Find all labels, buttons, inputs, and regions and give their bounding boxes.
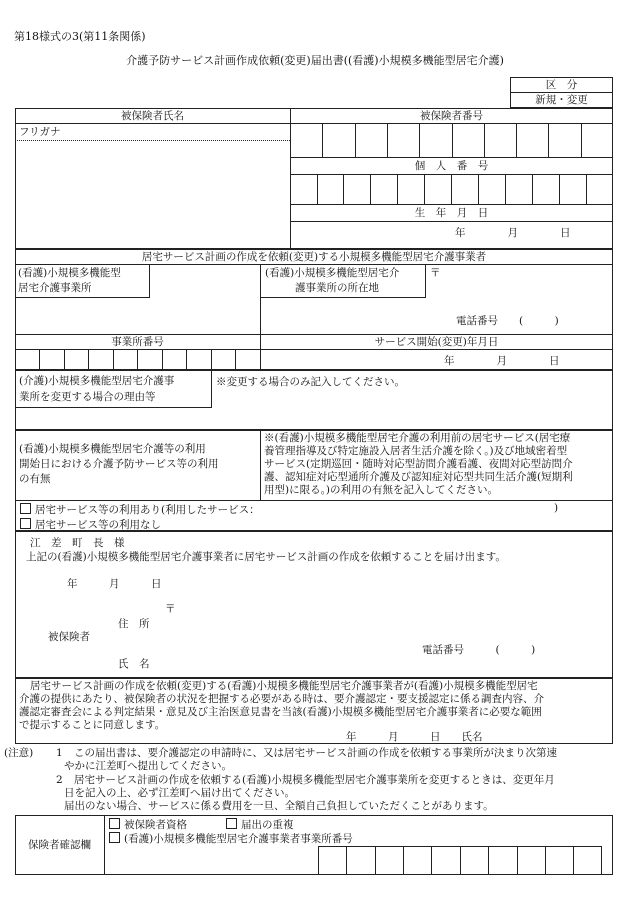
birth-date-field[interactable]: 年 月 日 bbox=[455, 227, 571, 239]
usage-note-line: 養管理指導及び特定施設入居者生活介護を除く。)及び地域密着型 bbox=[264, 445, 568, 457]
note-2-number: 2 bbox=[56, 774, 63, 786]
checkbox-office-number[interactable] bbox=[109, 832, 120, 843]
usage-option-yes-close: ) bbox=[554, 502, 559, 514]
declarant-address-label: 住 所 bbox=[118, 618, 150, 630]
consent-line: 居宅サービス計画の作成を依頼(変更)する(看護)小規模多機能型居宅介護事業者が(看護)小規模多機能型居宅 bbox=[30, 680, 538, 692]
checkbox-duplicate[interactable] bbox=[226, 818, 237, 829]
usage-note-line: サービス(定期巡回・随時対応型訪問介護看護、夜間対応型訪問介 bbox=[264, 458, 573, 470]
usage-label-2: 開始日における介護予防サービス等の利用 bbox=[19, 458, 219, 470]
usage-note-line: 護、認知症対応型通所介護及び認知症対応型共同生活介護(短期利 bbox=[264, 471, 573, 483]
consent-line: で提示することに同意します。 bbox=[19, 719, 166, 731]
usage-label-3: の有無 bbox=[19, 473, 51, 485]
kojin-number-label: 個 人 番 号 bbox=[414, 160, 489, 172]
insured-name-label: 被保険者氏名 bbox=[121, 110, 184, 122]
usage-note-line: 用型)に限る。)の利用の有無を記入してください。 bbox=[264, 484, 498, 496]
office-phone-label[interactable]: 電話番号 ( ) bbox=[456, 315, 559, 327]
note-1-line: やかに江差町へ提出してください。 bbox=[64, 760, 232, 772]
confirm-item-office-number-label: (看護)小規模多機能型居宅介護事業者事業所番号 bbox=[124, 833, 353, 845]
declarant-info-field[interactable] bbox=[165, 616, 415, 672]
office-name-label-1: (看護)小規模多機能型 bbox=[18, 267, 121, 279]
checkbox-eligibility[interactable] bbox=[109, 818, 120, 829]
office-number-label: 事業所番号 bbox=[111, 336, 164, 348]
declaration-date[interactable]: 年 月 日 bbox=[67, 578, 162, 590]
usage-note-line: ※(看護)小規模多機能型居宅介護の利用前の居宅サービス(居宅療 bbox=[264, 432, 571, 444]
consent-line: 介護の提供にあたり、被保険者の状況を把握する必要がある時は、要介護認定・要支援認定に係る調査内容、介 bbox=[19, 693, 544, 705]
change-reason-label-2: 業所を変更する場合の理由等 bbox=[19, 391, 156, 403]
change-reason-field[interactable] bbox=[212, 390, 613, 430]
declarant-postal-mark: 〒 bbox=[165, 603, 176, 615]
usage-option-no[interactable] bbox=[20, 518, 161, 531]
office-address-label-2: 護事業所の所在地 bbox=[295, 282, 379, 294]
form-number: 第18様式の3(第11条関係) bbox=[14, 30, 146, 43]
consent-line: 護認定審査会による判定結果・意見及び主治医意見書を当該(看護)小規模多機能型居宅介護事業者に必要な範囲 bbox=[19, 706, 542, 718]
kubun-label: 区 分 bbox=[545, 79, 578, 91]
service-start-label: サービス開始(変更)年月日 bbox=[374, 336, 499, 348]
note-3: 届出のない場合、サービスに係る費用を一旦、全額自己負担していただくことがあります。 bbox=[64, 800, 494, 812]
confirm-label: 保険者確認欄 bbox=[28, 839, 91, 851]
birth-date-label: 生 年 月 日 bbox=[414, 207, 489, 219]
notes-label: (注意) bbox=[4, 747, 34, 759]
checkbox-usage-yes[interactable] bbox=[20, 503, 31, 514]
confirm-item-eligibility-label: 被保険者資格 bbox=[124, 819, 187, 831]
office-address-label-1: (看護)小規模多機能型居宅介 bbox=[265, 267, 400, 279]
office-name-field[interactable] bbox=[150, 264, 260, 334]
confirm-item-eligibility[interactable] bbox=[109, 818, 187, 831]
kubun-value[interactable]: 新規・変更 bbox=[535, 94, 588, 106]
provider-section-title: 居宅サービス計画の作成を依頼(変更)する小規模多機能型居宅介護事業者 bbox=[141, 251, 487, 263]
furigana-label: フリガナ bbox=[19, 126, 61, 138]
checkbox-usage-no[interactable] bbox=[20, 518, 31, 529]
declaration-text: 上記の(看護)小規模多機能型居宅介護事業者に居宅サービス計画の作成を依頼することを届け出ます。 bbox=[26, 551, 506, 563]
confirm-item-duplicate-label: 届出の重複 bbox=[241, 819, 294, 831]
note-1-line: この届出書は、要介護認定の申請時に、又は居宅サービス計画の作成を依頼する事業所が決まり次第速 bbox=[74, 747, 557, 759]
confirm-item-duplicate[interactable] bbox=[226, 818, 294, 831]
declarant-phone-label[interactable]: 電話番号 ( ) bbox=[422, 644, 536, 656]
usage-option-yes[interactable] bbox=[20, 503, 260, 516]
office-name-label-2: 居宅介護事業所 bbox=[18, 282, 92, 294]
declarant-insured-label: 被保険者 bbox=[48, 631, 90, 643]
office-postal-mark: 〒 bbox=[430, 267, 441, 279]
note-2-line: 日を記入の上、必ず江差町へ届け出てください。 bbox=[64, 787, 295, 799]
usage-option-no-label: 居宅サービス等の利用なし bbox=[35, 519, 161, 531]
declarant-name-label: 氏 名 bbox=[118, 658, 150, 670]
addressee: 江 差 町 長 様 bbox=[30, 537, 125, 549]
insured-number-label: 被保険者番号 bbox=[420, 110, 483, 122]
consent-date-name[interactable]: 年 月 日 氏名 bbox=[346, 731, 483, 743]
usage-option-yes-label: 居宅サービス等の利用あり(利用したサービス： bbox=[35, 504, 260, 516]
usage-label-1: (看護)小規模多機能型居宅介護等の利用 bbox=[19, 443, 206, 455]
insured-name-field[interactable] bbox=[15, 141, 290, 249]
confirm-item-office-number[interactable] bbox=[109, 832, 353, 845]
note-2-line: 居宅サービス計画の作成を依頼する(看護)小規模多機能型居宅介護事業所を変更するときは、変更年月 bbox=[74, 774, 555, 786]
note-1-number: 1 bbox=[56, 747, 63, 759]
form-title: 介護予防サービス計画作成依頼(変更)届出書((看護)小規模多機能型居宅介護) bbox=[126, 54, 504, 67]
change-reason-note: ※変更する場合のみ記入してください。 bbox=[216, 376, 405, 388]
change-reason-label-1: (介護)小規模多機能型居宅介護事 bbox=[19, 375, 175, 387]
service-start-field[interactable]: 年 月 日 bbox=[444, 355, 560, 367]
